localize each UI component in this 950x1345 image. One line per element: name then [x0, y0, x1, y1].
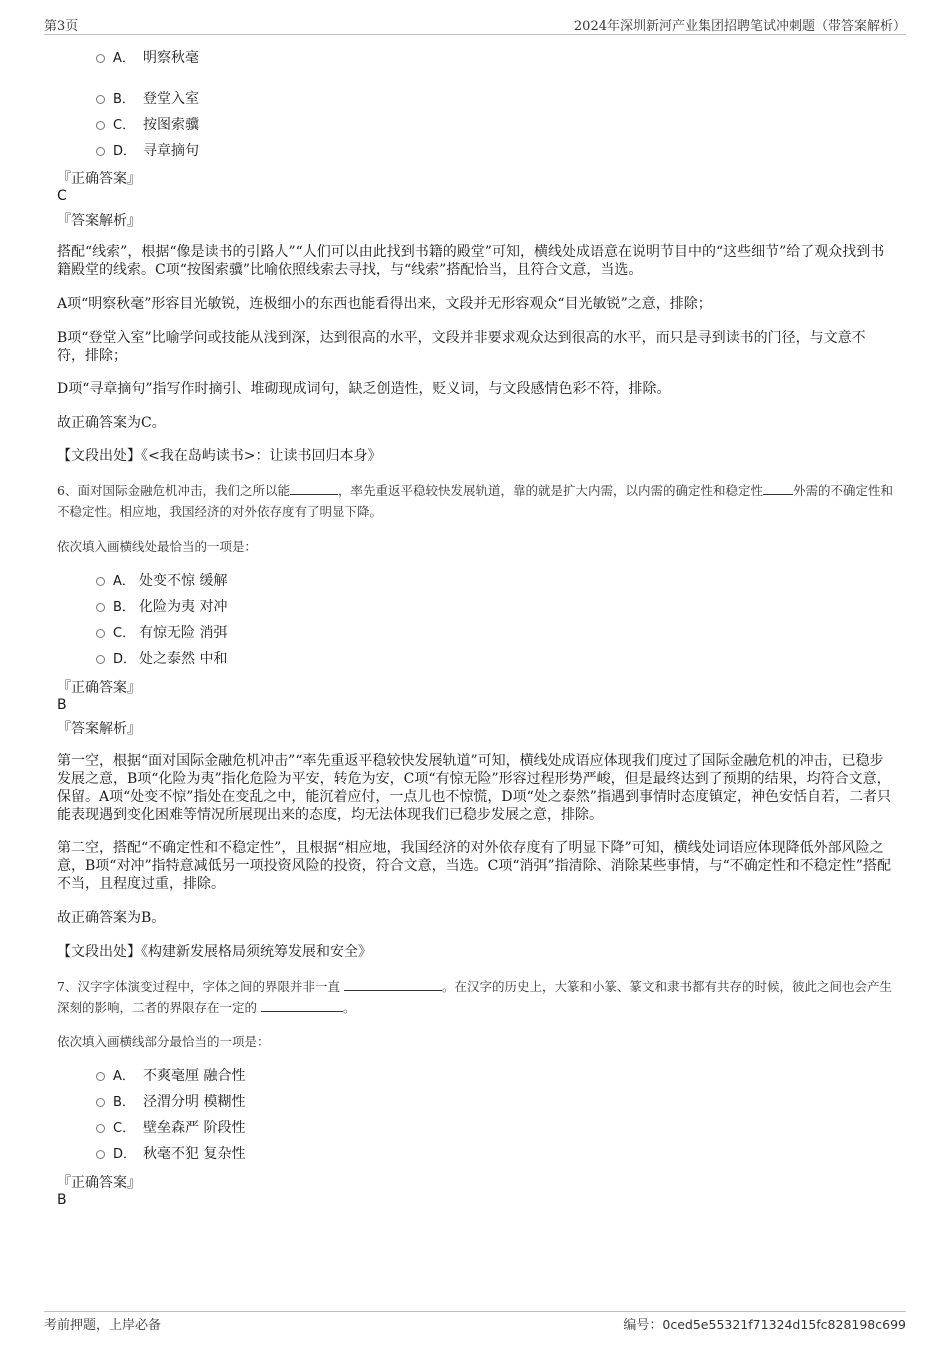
q5-analysis-para: D项“寻章摘句”指写作时摘引、堆砌现成词句，缺乏创造性，贬义词，与文段感情色彩不符，排除。	[57, 381, 671, 397]
q7-option-d[interactable]: D． 秋毫不犯 复杂性	[96, 1144, 245, 1164]
answer-blank	[290, 482, 338, 495]
radio-icon[interactable]	[96, 1124, 105, 1133]
q6-answer: B	[57, 697, 67, 713]
document-title: 2024年深圳新河产业集团招聘笔试冲刺题（带答案解析）	[573, 19, 906, 34]
radio-icon[interactable]	[96, 54, 105, 63]
q6-source: 【文段出处】《构建新发展格局须统筹发展和安全》	[57, 944, 372, 960]
q5-analysis-label: 『答案解析』	[57, 213, 141, 229]
answer-blank	[763, 482, 793, 495]
q5-option-a[interactable]: A． 明察秋毫	[96, 48, 199, 68]
q5-analysis-para: 搭配“线索”，根据“像是读书的引路人”“人们可以由此找到书籍的殿堂”可知，横线处成语意在说明节目中的“这些细节”给了观众找到书籍殿堂的线索。C项“按图索骥”比喻依照线索去寻找，与“线索”搭配恰当，且符合文意，当选。	[57, 244, 885, 278]
radio-icon[interactable]	[96, 629, 105, 638]
q6-analysis-conclusion: 故正确答案为B。	[57, 910, 166, 926]
q6-analysis-label: 『答案解析』	[57, 721, 141, 737]
q6-stem: 6、面对国际金融危机冲击，我们之所以能 ，率先重返平稳较快发展轨道，靠的就是扩大内需，以内需的确定性和稳定性 外需的不确定性和不稳定性。相应地，我国经济的对外依存度有了明显下降。	[57, 483, 893, 519]
q5-analysis-para: B项“登堂入室”比喻学问或技能从浅到深，达到很高的水平，文段并非要求观众达到很高的水平，而只是寻到读书的门径，与文意不符，排除；	[57, 330, 866, 364]
q6-analysis-para: 第一空，根据“面对国际金融危机冲击”“率先重返平稳较快发展轨道”可知，横线处成语应体现我们度过了国际金融危机的冲击，已稳步发展之意，B项“化险为夷”指化危险为平安，转危为安，C项“有惊无险”形容过程形势严峻，但是最终达到了预期的结果，均符合文意，保留。A项“处变不惊”指处在变乱之中，能沉着应付，一点儿也不惊慌，D项“处之泰然”指遇到事情时态度镇定，神色安恬自若，二者只能表现遇到变化困难等情况所展现出来的态度，均无法体现我们已稳步发展之意，排除。	[57, 753, 891, 823]
q7-answer: B	[57, 1192, 67, 1208]
radio-icon[interactable]	[96, 147, 105, 156]
radio-icon[interactable]	[96, 1150, 105, 1159]
footer-rule	[44, 1311, 906, 1312]
q5-source: 【文段出处】《<我在岛屿读书>：让读书回归本身》	[57, 448, 382, 464]
radio-icon[interactable]	[96, 577, 105, 586]
q5-option-d[interactable]: D． 寻章摘句	[96, 141, 199, 161]
q5-analysis-para: A项“明察秋毫”形容目光敏锐，连极细小的东西也能看得出来，文段并无形容观众“目光敏锐”之意，排除；	[57, 296, 712, 312]
radio-icon[interactable]	[96, 1098, 105, 1107]
radio-icon[interactable]	[96, 95, 105, 104]
q7-option-a[interactable]: A． 不爽毫厘 融合性	[96, 1066, 245, 1086]
radio-icon[interactable]	[96, 1072, 105, 1081]
answer-blank	[344, 978, 442, 991]
page-number: 第3页	[44, 19, 79, 34]
q7-prompt: 依次填入画横线部分最恰当的一项是：	[57, 1034, 270, 1049]
q5-option-b[interactable]: B． 登堂入室	[96, 89, 199, 109]
q7-answer-label: 『正确答案』	[57, 1175, 141, 1191]
radio-icon[interactable]	[96, 121, 105, 130]
q6-option-b[interactable]: B． 化险为夷 对冲	[96, 597, 227, 617]
footer-slogan: 考前押题，上岸必备	[44, 1318, 162, 1333]
header-rule	[44, 34, 906, 35]
q6-analysis-para: 第二空，搭配“不确定性和不稳定性”，且根据“相应地，我国经济的对外依存度有了明显下降”可知，横线处词语应体现降低外部风险之意，B项“对冲”指特意减低另一项投资风险的投资，符合文意，当选。C项“消弭”指清除、消除某些事情，与“不确定性和不稳定性”搭配不当，且程度过重，排除。	[57, 840, 891, 892]
footer-code: 编号：0ced5e55321f71324d15fc828198c699	[623, 1317, 906, 1333]
q5-answer: C	[57, 188, 67, 204]
q5-analysis-conclusion: 故正确答案为C。	[57, 415, 166, 431]
q6-prompt: 依次填入画横线处最恰当的一项是：	[57, 539, 258, 554]
answer-blank	[261, 999, 343, 1012]
q5-option-c[interactable]: C． 按图索骥	[96, 115, 199, 135]
q7-option-c[interactable]: C． 壁垒森严 阶段性	[96, 1118, 245, 1138]
q7-option-b[interactable]: B． 泾渭分明 模糊性	[96, 1092, 245, 1112]
q6-answer-label: 『正确答案』	[57, 680, 141, 696]
q7-stem: 7、汉字字体演变过程中，字体之间的界限并非一直 。在汉字的历史上，大篆和小篆、篆文和隶书都有共存的时候，彼此之间也会产生深刻的影响，二者的界限存在一定的 。	[57, 979, 892, 1015]
q6-option-d[interactable]: D． 处之泰然 中和	[96, 649, 227, 669]
radio-icon[interactable]	[96, 655, 105, 664]
q6-option-a[interactable]: A． 处变不惊 缓解	[96, 571, 227, 591]
q5-answer-label: 『正确答案』	[57, 171, 141, 187]
radio-icon[interactable]	[96, 603, 105, 612]
q6-option-c[interactable]: C． 有惊无险 消弭	[96, 623, 227, 643]
